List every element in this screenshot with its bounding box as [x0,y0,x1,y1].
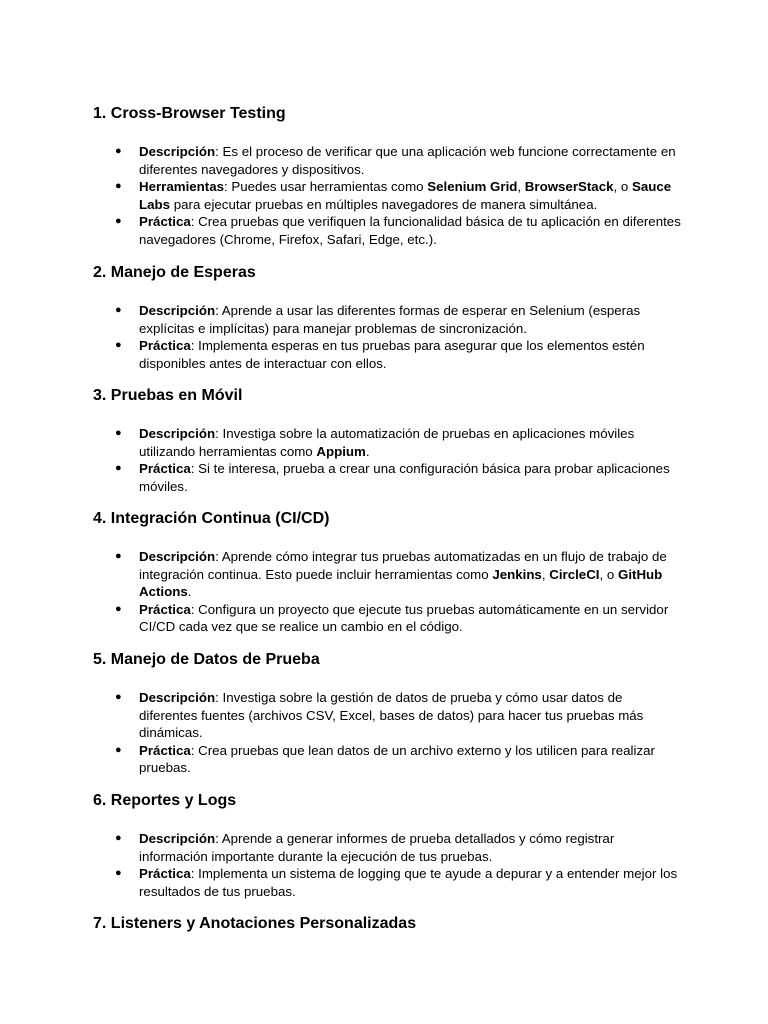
section-heading: 2. Manejo de Esperas [93,264,256,281]
bold-term: Descripción [139,549,216,564]
bullet-icon: ● [115,339,122,352]
item-text: : Crea pruebas que verifiquen la funcionalidad básica de tu aplicación en diferentes navegadores (Chrome, Firefox, Safari, Edge, etc.). [139,214,681,247]
bullet-icon: ● [115,832,122,844]
list-item [93,865,684,900]
bold-term: Práctica [139,461,191,477]
list-item [93,689,684,742]
bullet-icon: ● [115,215,122,228]
section-heading: 3. Pruebas en Móvil [93,387,243,404]
bold-term: Sauce Labs [139,179,672,212]
list-item [93,601,684,636]
bullet-list [93,302,693,372]
item-text: : Puedes usar herramientas como [224,179,428,195]
item-text: , o [613,179,632,195]
list-item [93,425,684,460]
item-text: . [187,584,192,600]
item-text: : Si te interesa, prueba a crear una configuración básica para probar aplicaciones móviles. [139,461,670,494]
bold-term: Herramientas [139,179,224,195]
section-heading: 7. Listeners y Anotaciones Personalizadas [93,915,417,932]
bold-term: Descripción [139,303,216,318]
bullet-icon: ● [115,602,122,615]
item-text: : Implementa esperas en tus pruebas para asegurar que los elementos estén disponibles antes de interactuar con ellos. [139,338,645,371]
item-text: : Investiga sobre la gestión de datos de prueba y cómo usar datos de diferentes fuentes (archivos CSV, Excel, bases de datos) para hacer tus pruebas más dinámicas. [139,690,644,741]
bold-term: Práctica [139,742,191,758]
bold-term: Práctica [139,601,191,617]
section-cross-browser [93,104,693,249]
bullet-list [93,830,693,900]
bullet-icon: ● [115,550,122,562]
list-item [93,302,684,337]
bold-term: Descripción [139,690,216,705]
section-heading: 4. Integración Continua (CI/CD) [93,510,330,527]
bullet-icon: ● [115,691,122,703]
bullet-icon: ● [115,427,122,439]
bold-term: Práctica [139,338,191,354]
item-text: : Crea pruebas que lean datos de un archivo externo y los utilicen para realizar pruebas. [139,742,655,776]
section-movil [93,386,693,495]
bold-term: Práctica [139,866,191,882]
section-listeners [93,914,693,934]
item-text: , [517,179,525,195]
section-ci-cd [93,509,693,636]
item-text: . [365,443,370,459]
list-item [93,548,684,601]
bullet-list [93,143,693,249]
bullet-icon: ● [115,743,122,756]
list-item [93,178,684,213]
section-esperas [93,263,693,372]
item-text: : Implementa un sistema de logging que te ayude a depurar y a entender mejor los resultados de tus pruebas. [139,866,678,899]
bold-term: Selenium Grid [427,179,518,195]
bold-term: Descripción [139,144,216,159]
bold-term: CircleCI [549,566,600,582]
bold-term: Práctica [139,214,191,230]
bullet-list [93,689,693,777]
list-item [93,213,684,248]
bold-term: Jenkins [492,566,542,582]
list-item [93,742,684,777]
bold-term: BrowserStack [524,179,614,195]
item-text: : Investiga sobre la automatización de pruebas en aplicaciones móviles utilizando herramientas como [139,426,635,459]
item-text: : Aprende a usar las diferentes formas de esperar en Selenium (esperas explícitas e implícitas) para manejar problemas de sincronización. [139,303,641,336]
bullet-icon: ● [115,145,122,157]
bullet-list [93,548,693,636]
section-heading: 1. Cross-Browser Testing [93,105,286,122]
bullet-icon: ● [115,180,122,193]
list-item [93,830,684,865]
bullet-icon: ● [115,304,122,316]
bold-term: Descripción [139,426,216,441]
bullet-icon: ● [115,462,122,475]
item-text: : Es el proceso de verificar que una aplicación web funcione correctamente en diferentes navegadores y dispositivos. [139,144,676,177]
section-heading: 5. Manejo de Datos de Prueba [93,651,320,668]
list-item [93,337,684,372]
bullet-icon: ● [115,867,122,880]
list-item [93,460,684,495]
section-heading: 6. Reportes y Logs [93,792,237,809]
list-item [93,143,684,178]
section-reportes [93,791,693,900]
item-text: : Configura un proyecto que ejecute tus pruebas automáticamente en un servidor CI/CD cada vez que se realice un cambio en el código. [139,601,669,635]
item-text: para ejecutar pruebas en múltiples navegadores de manera simultánea. [170,196,598,212]
bullet-list [93,425,693,495]
bold-term: Descripción [139,831,216,846]
item-text: : Aprende a generar informes de prueba detallados y cómo registrar información importante durante la ejecución de tus pruebas. [139,831,615,864]
section-datos-prueba [93,650,693,777]
item-text: , [541,566,550,582]
item-text: , o [599,566,618,582]
bold-term: Appium [316,443,366,459]
item-text: : Aprende cómo integrar tus pruebas automatizadas en un flujo de trabajo de integración continua. Esto puede incluir herramientas como [139,549,667,582]
bold-term: GitHub Actions [139,566,663,600]
